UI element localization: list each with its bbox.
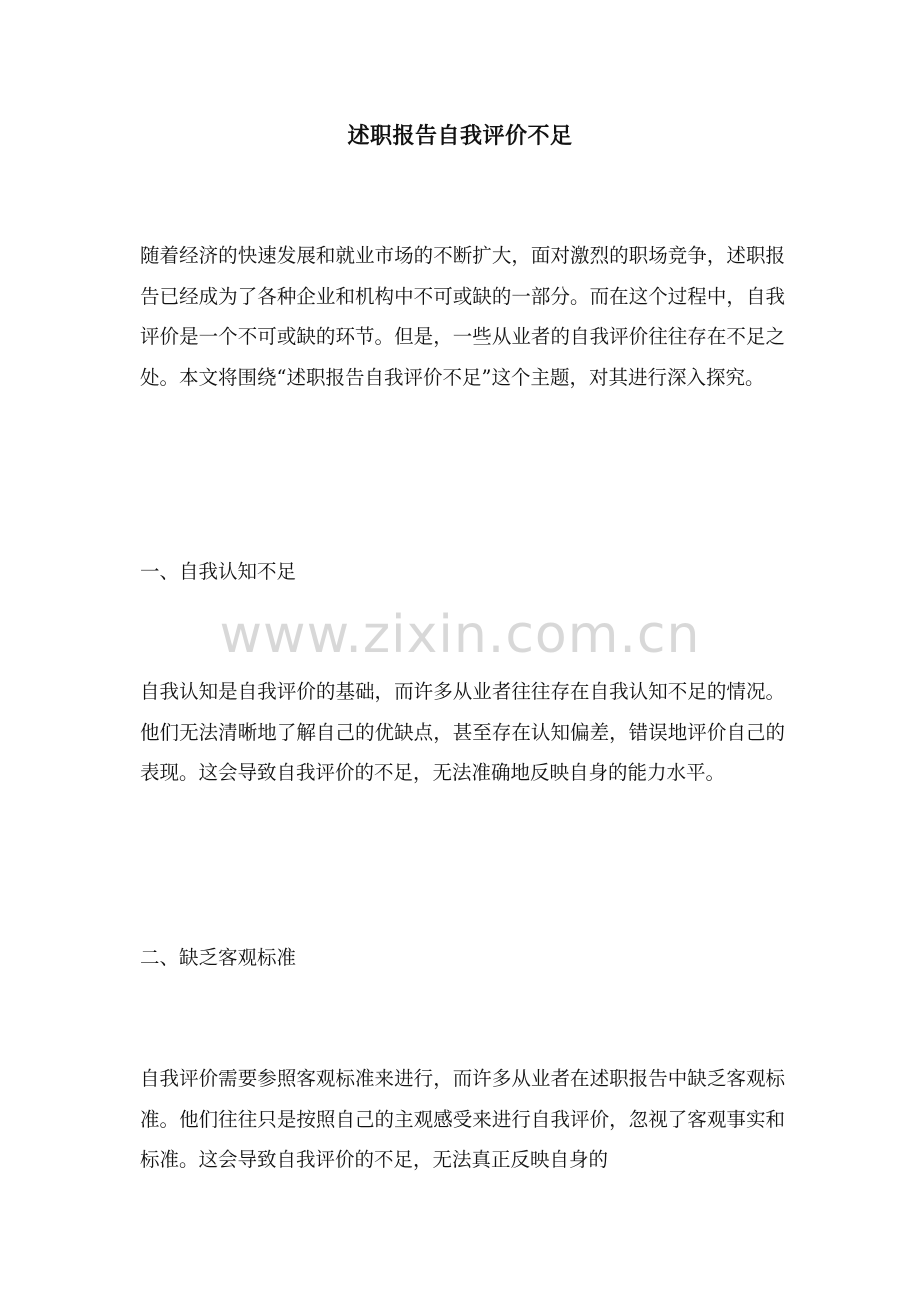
document-title: 述职报告自我评价不足	[347, 123, 573, 149]
section-heading-1: 一、自我认知不足	[140, 560, 297, 583]
section-body-2: 自我评价需要参照客观标准来进行，而许多从业者在述职报告中缺乏客观标准。他们往往只是按照自己的主观感受来进行自我评价，忽视了客观事实和标准。这会导致自我评价的不足，无法真正反映自身的	[140, 1067, 785, 1171]
watermark-text: www.zixin.com.cn	[219, 605, 701, 665]
section-body-1: 自我认知是自我评价的基础，而许多从业者往往存在自我认知不足的情况。他们无法清晰地了解自己的优缺点，甚至存在认知偏差，错误地评价自己的表现。这会导致自我评价的不足，无法准确地反映自身的能力水平。	[140, 680, 785, 784]
section-heading-2: 二、缺乏客观标准	[140, 946, 297, 969]
intro-paragraph: 随着经济的快速发展和就业市场的不断扩大，面对激烈的职场竞争，述职报告已经成为了各种企业和机构中不可或缺的一部分。而在这个过程中，自我评价是一个不可或缺的环节。但是，一些从业者的自我评价往往存在不足之处。本文将围绕“述职报告自我评价不足”这个主题，对其进行深入探究。	[140, 244, 785, 389]
